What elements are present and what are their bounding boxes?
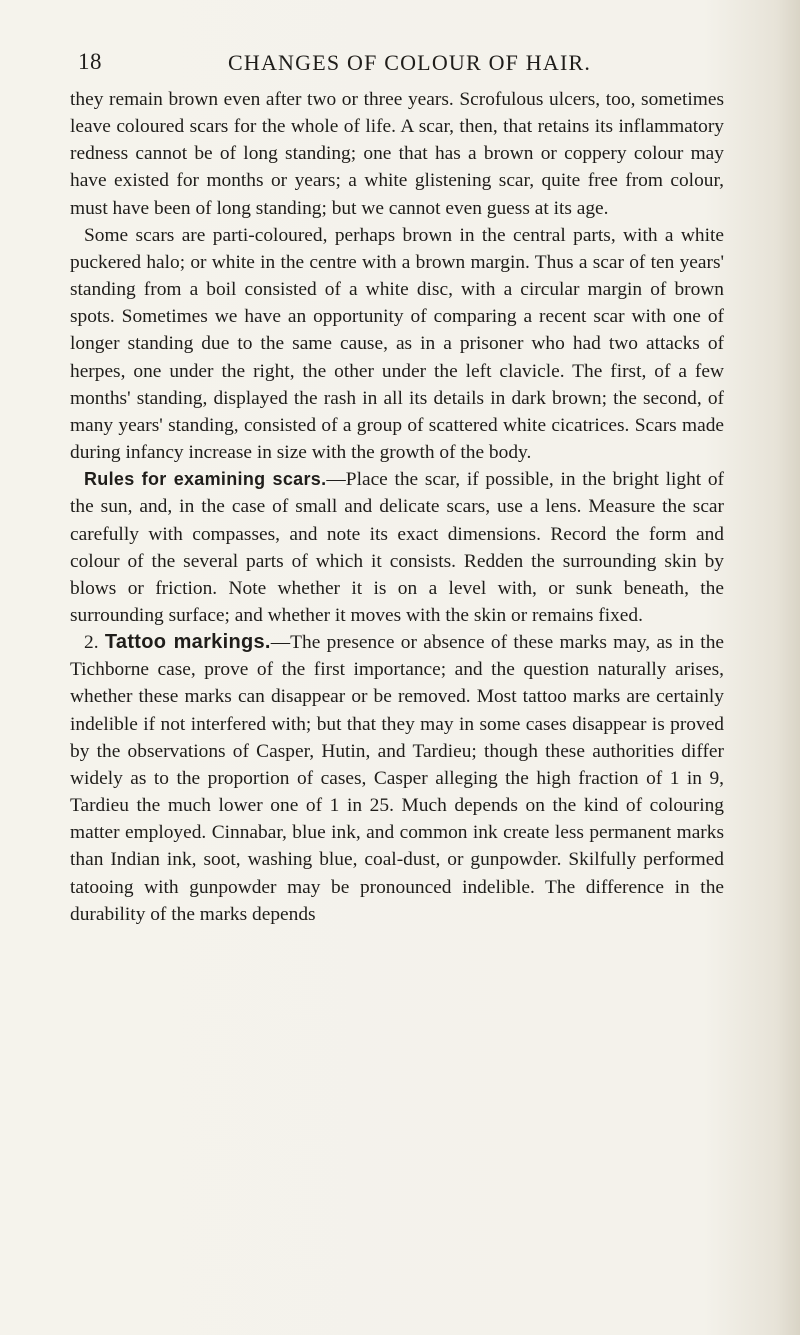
paragraph-rules-for-examining-scars bbox=[70, 466, 724, 629]
section-heading: Tattoo markings. bbox=[104, 631, 271, 654]
section-heading: Rules for examining scars. bbox=[84, 469, 327, 490]
paragraph-text: —Place the scar, if possible, in the bright light of the sun, and, in the case of small and delicate scars, use a lens. Measure the scar carefully with compasses, and note its exact dimensions. Record the form and colour of the several parts of which it consists. Redden the surrounding skin by blows or friction. Note whether it is on a level with, or sunk beneath, the surrounding surface; and whether it moves with the skin or remains fixed. bbox=[70, 469, 724, 626]
page-number: 18 bbox=[78, 49, 102, 74]
paragraph-text: they remain brown even after two or three years. Scrofulous ulcers, too, sometimes leave coloured scars for the whole of life. A scar, then, that retains its inflammatory redness cannot be of long standing; one that has a brown or coppery colour may have existed for months or years; a white glistening scar, quite free from colour, must have been of long standing; but we cannot even guess at its age. bbox=[70, 89, 724, 219]
running-head-title: CHANGES OF COLOUR OF HAIR. bbox=[228, 50, 592, 75]
paragraph-parti-coloured-scars bbox=[70, 222, 724, 466]
section-number: 2. bbox=[84, 632, 99, 654]
paragraph-text: Some scars are parti-coloured, perhaps brown in the central parts, with a white puckered halo; or white in the centre with a brown margin. Thus a scar of ten years' standing from a boil consisted of a white disc, with a circular margin of brown spots. Sometimes we have an opportunity of comparing a recent scar with one of longer standing due to the same cause, as in a prisoner who had two attacks of herpes, one under the right, the other under the left clavicle. The first, of a few months' standing, displayed the rash in all its details in dark brown; the second, of many years' standing, consisted of a group of scattered white cicatrices. Scars made during infancy increase in size with the growth of the body. bbox=[70, 224, 724, 464]
paragraph-continuation bbox=[70, 86, 724, 222]
page-header bbox=[78, 49, 724, 81]
paragraph-text: —The presence or absence of these marks may, as in the Tichborne case, prove of the first importance; and the question naturally arises, whether these marks can disappear or be removed. Most tattoo marks are certainly indelible if not interfered with; but that they may in some cases disappear is proved by the observations of Casper, Hutin, and Tardieu; though these authorities differ widely as to the proportion of cases, Casper alleging the high fraction of 1 in 9, Tardieu the much lower one of 1 in 25. Much depends on the kind of colouring matter employed. Cinnabar, blue ink, and common ink create less permanent marks than Indian ink, soot, washing blue, coal-dust, or gunpowder. Skilfully performed tatooing with gunpowder may be pronounced indelible. The difference in the durability of the marks depends bbox=[70, 632, 724, 925]
body-text bbox=[70, 86, 724, 928]
paragraph-tattoo-markings bbox=[70, 629, 724, 928]
